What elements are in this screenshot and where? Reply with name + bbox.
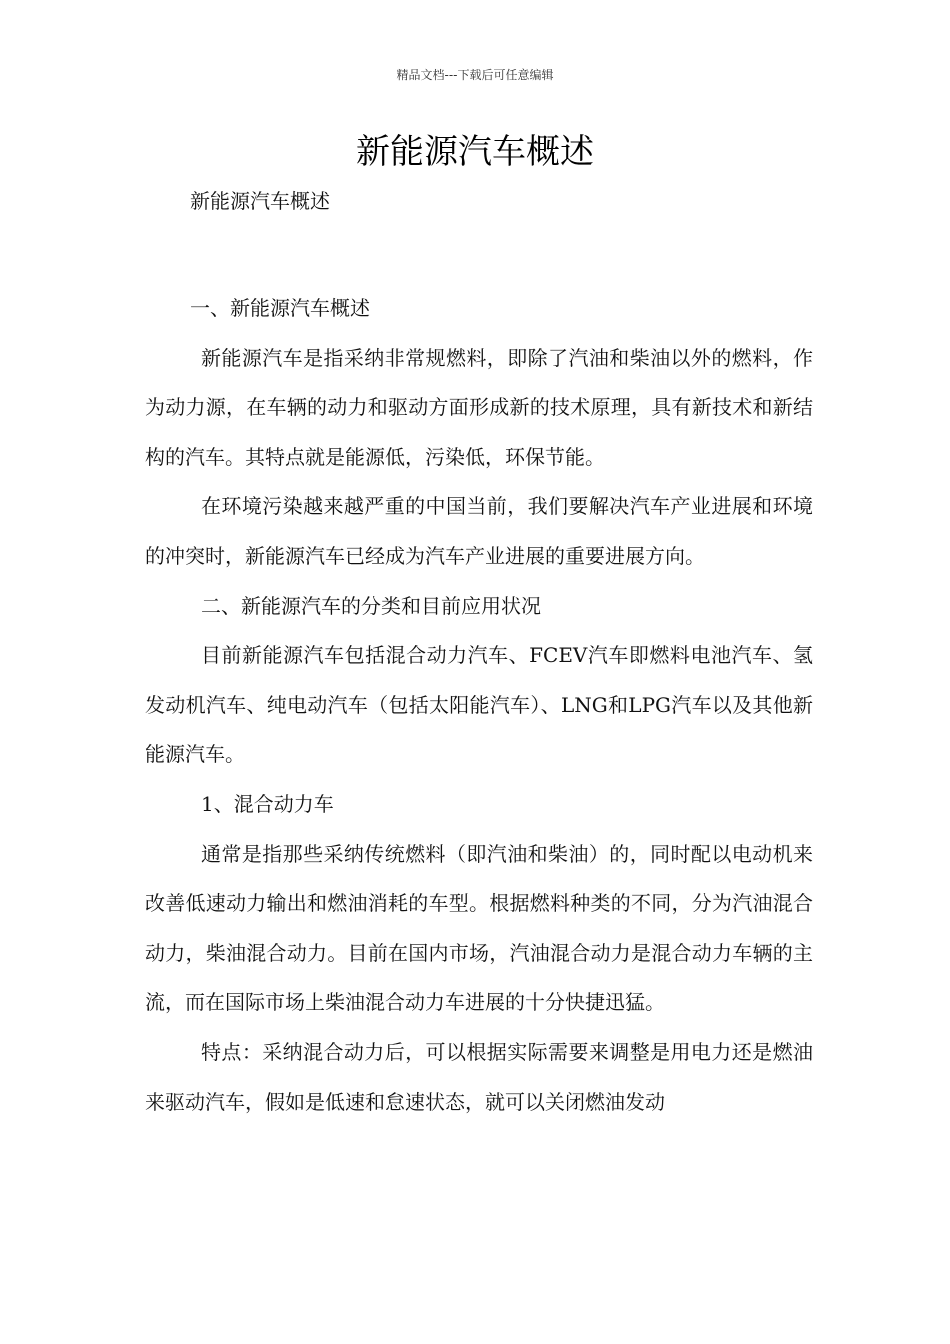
subsection-heading: 1、混合动力车	[201, 791, 334, 816]
paragraph: 目前新能源汽车包括混合动力汽车、FCEV汽车即燃料电池汽车、氢发动机汽车、纯电动汽车（包括太阳能汽车）、LNG和LPG汽车以及其他新能源汽车。	[145, 643, 813, 767]
document-body	[145, 284, 813, 1127]
paragraph: 特点：采纳混合动力后，可以根据实际需要来调整是用电力还是燃油来驱动汽车，假如是低速和怠速状态，就可以关闭燃油发动	[145, 1039, 813, 1114]
paragraph: 通常是指那些采纳传统燃料（即汽油和柴油）的，同时配以电动机来改善低速动力输出和燃油消耗的车型。根据燃料种类的不同，分为汽油混合动力，柴油混合动力。目前在国内市场，汽油混合动力是混合动力车辆的主流，而在国际市场上柴油混合动力车进展的十分快捷迅猛。	[145, 841, 813, 1015]
page-title: 新能源汽车概述	[356, 132, 594, 172]
page-subtitle: 新能源汽车概述	[190, 189, 330, 213]
paragraph: 在环境污染越来越严重的中国当前，我们要解决汽车产业进展和环境的冲突时，新能源汽车已经成为汽车产业进展的重要进展方向。	[145, 494, 813, 568]
header-note: 精品文档---下载后可任意编辑	[396, 68, 554, 82]
section-heading: 一、新能源汽车概述	[190, 296, 370, 320]
paragraph: 新能源汽车是指采纳非常规燃料，即除了汽油和柴油以外的燃料，作为动力源，在车辆的动力和驱动方面形成新的技术原理，具有新技术和新结构的汽车。其特点就是能源低，污染低，环保节能。	[145, 345, 813, 469]
section-heading: 二、新能源汽车的分类和目前应用状况	[201, 593, 541, 618]
